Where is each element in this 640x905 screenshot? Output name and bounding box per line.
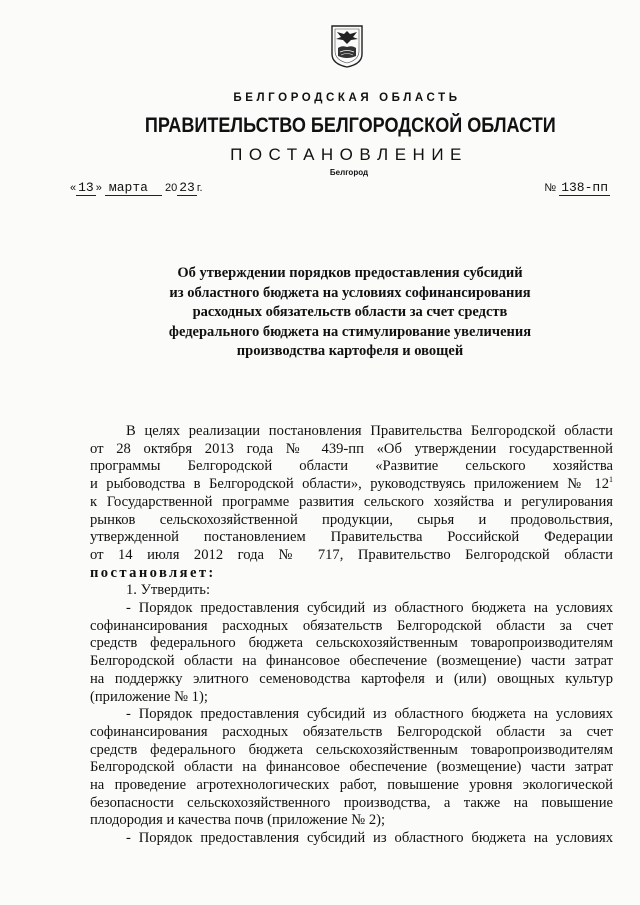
body-line: В целях реализации постановления Правительства Белгородской области [126, 423, 613, 439]
body-line-text: и рыбоводства в Белгородской области», руководствуясь приложением № 12 [90, 476, 609, 493]
date-year-suffix: 23 [179, 180, 195, 195]
order-line: - Порядок предоставления субсидий из областного бюджета на условиях [126, 600, 613, 617]
order-line: средств федерального бюджета сельскохозяйственным товаропроизводителям [90, 635, 613, 652]
date-year-prefix: 20 [165, 182, 178, 194]
body-line: от 14 июля 2012 года № 717, Правительство Белгородской области [90, 546, 613, 563]
order-line: Белгородской области на финансовое обеспечение (возмещение) части затрат [90, 653, 613, 670]
date-month: марта [105, 180, 162, 196]
order-line: софинансирования расходных обязательств Белгородской области за счет [90, 723, 613, 740]
title-line: производства картофеля и овощей [236, 343, 464, 359]
document-number [544, 180, 610, 195]
order-line: - Порядок предоставления субсидий из областного бюджета на условиях [126, 830, 613, 847]
item-approve: 1. Утвердить: [126, 582, 211, 599]
document-title [130, 264, 570, 362]
date-open-quote: « [70, 182, 77, 194]
title-line: из областного бюджета на условиях софинансирования [169, 284, 531, 301]
order-line: - Порядок предоставления субсидий из областного бюджета на условиях [126, 706, 613, 723]
order-line: на проведение агротехнологических работ, повышение уровня экологической [90, 777, 613, 794]
order-line: софинансирования расходных обязательств Белгородской области за счет [90, 617, 613, 634]
order-line: безопасности сельскохозяйственного производства, а также на повышение [90, 794, 613, 811]
government-name: ПРАВИТЕЛЬСТВО БЕЛГОРОДСКОЙ ОБЛАСТИ [144, 114, 556, 137]
resolves-word: постановляет: [90, 564, 216, 581]
document-type: ПОСТАНОВЛЕНИЕ [230, 145, 468, 164]
title-line: федерального бюджета на стимулирование увеличения [168, 323, 532, 340]
document-body [90, 423, 613, 848]
body-line: рынков сельскохозяйственной продукции, сырья и продовольствия, [90, 511, 613, 528]
coat-of-arms-emblem [330, 24, 364, 68]
title-line: Об утверждении порядков предоставления субсидий [177, 265, 523, 281]
number-value: 138-пп [561, 180, 608, 195]
footnote-marker: 1 [609, 475, 613, 485]
body-line: утвержденной постановлением Правительства Российской Федерации [90, 529, 613, 546]
order-line: средств федерального бюджета сельскохозяйственным товаропроизводителям [90, 741, 613, 758]
date-close-quote: » [95, 182, 102, 194]
order-line: (приложение № 1); [90, 688, 208, 705]
body-line: к Государственной программе развития сельского хозяйства и регулирования [90, 493, 613, 510]
title-line: расходных обязательств области за счет средств [192, 304, 508, 320]
body-line [90, 476, 613, 494]
body-line: от 28 октября 2013 года № 439-пп «Об утверждении государственной [90, 440, 613, 457]
order-line: Белгородской области на финансовое обеспечение (возмещение) части затрат [90, 759, 613, 776]
document-date [70, 180, 203, 195]
order-line: на поддержку элитного семеноводства картофеля и (или) овощных культур [90, 670, 613, 687]
number-sign: № [544, 182, 557, 194]
body-line: программы Белгородской области «Развитие сельского хозяйства [90, 458, 613, 475]
city-name: Белгород [329, 168, 369, 177]
date-day: 13 [78, 180, 94, 195]
region-name: БЕЛГОРОДСКАЯ ОБЛАСТЬ [233, 92, 461, 104]
order-line: плодородия и качества почв (приложение № 2); [90, 812, 386, 829]
date-year-letter: г. [196, 182, 203, 194]
